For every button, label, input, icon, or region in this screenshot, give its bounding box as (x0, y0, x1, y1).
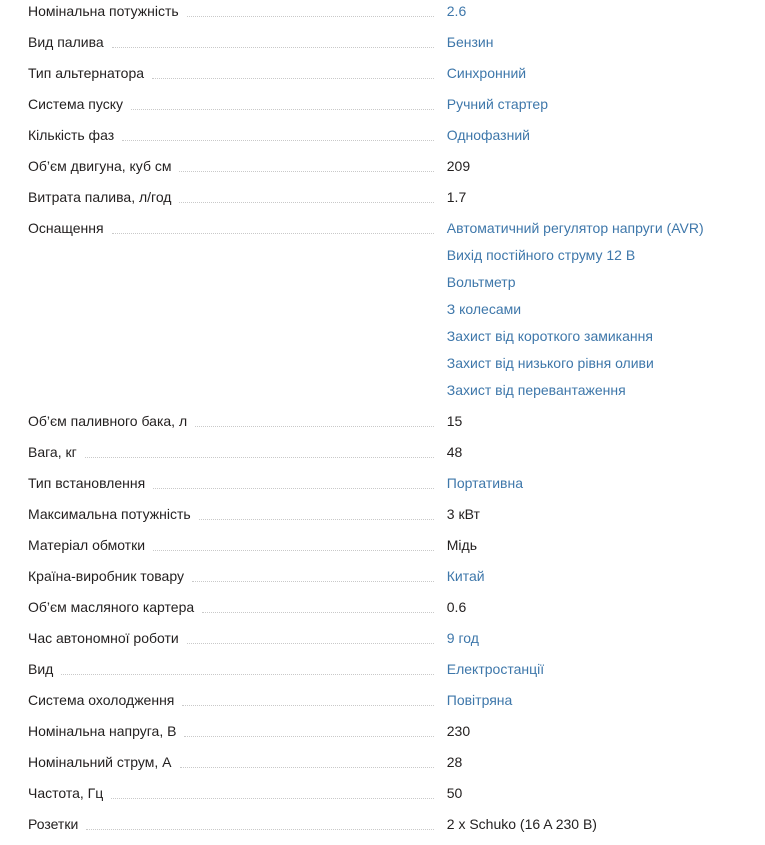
dotted-leader (199, 518, 434, 520)
spec-row (0, 218, 765, 411)
dotted-leader (86, 828, 433, 830)
spec-row (0, 721, 765, 752)
spec-label: Номінальна напруга, В (28, 721, 184, 741)
spec-label: Максимальна потужність (28, 504, 199, 524)
spec-label: Номінальний струм, А (28, 752, 180, 772)
spec-value-cell (447, 690, 765, 710)
spec-value: 28 (446, 754, 463, 770)
spec-value-cell (447, 597, 765, 617)
spec-row (0, 63, 765, 94)
spec-value-link[interactable]: 9 год (446, 630, 479, 646)
spec-row (0, 597, 765, 628)
spec-label: Кількість фаз (28, 125, 122, 145)
spec-row (0, 628, 765, 659)
spec-value-link[interactable]: Захист від низького рівня оливи (446, 355, 654, 371)
spec-value-cell (447, 628, 765, 648)
spec-row (0, 659, 765, 690)
spec-value-cell (447, 504, 765, 524)
spec-label-cell (28, 411, 434, 431)
spec-label: Вид (28, 659, 61, 679)
spec-value: 230 (446, 723, 471, 739)
spec-value-cell (447, 535, 765, 555)
dotted-leader (195, 425, 434, 427)
spec-label: Тип альтернатора (28, 63, 152, 83)
spec-value-link[interactable]: Синхронний (446, 65, 527, 81)
spec-value: 1.7 (446, 189, 467, 205)
spec-value: 48 (446, 444, 463, 460)
spec-value-cell (447, 814, 765, 834)
spec-label-cell (28, 597, 434, 617)
spec-label: Об’єм паливного бака, л (28, 411, 195, 431)
spec-label-cell (28, 442, 434, 462)
spec-value: 209 (446, 158, 471, 174)
spec-label-cell (28, 690, 434, 710)
spec-label: Оснащення (28, 218, 112, 238)
spec-row (0, 125, 765, 156)
spec-label-cell (28, 659, 434, 679)
spec-value-cell (447, 411, 765, 431)
spec-label: Час автономної роботи (28, 628, 187, 648)
spec-label-cell (28, 535, 434, 555)
dotted-leader (179, 201, 433, 203)
spec-label: Частота, Гц (28, 783, 111, 803)
spec-row (0, 187, 765, 218)
spec-row (0, 814, 765, 845)
dotted-leader (153, 487, 434, 489)
spec-row (0, 156, 765, 187)
spec-label-cell (28, 187, 434, 207)
dotted-leader (111, 797, 433, 799)
spec-label: Вага, кг (28, 442, 85, 462)
spec-label-cell (28, 566, 434, 586)
spec-value: 3 кВт (446, 506, 480, 522)
spec-label: Система пуску (28, 94, 131, 114)
spec-label: Об’єм двигуна, куб см (28, 156, 179, 176)
spec-row (0, 504, 765, 535)
spec-value-cell (447, 442, 765, 462)
dotted-leader (192, 580, 434, 582)
spec-value: 15 (446, 413, 463, 429)
spec-value-cell (447, 473, 765, 493)
spec-label-cell (28, 814, 434, 834)
spec-value-link[interactable]: Китай (446, 568, 485, 584)
spec-value-cell (447, 218, 765, 400)
spec-label-cell (28, 504, 434, 524)
spec-value-link[interactable]: Вихід постійного струму 12 В (446, 247, 636, 263)
spec-value-link[interactable]: Автоматичний регулятор напруги (AVR) (446, 220, 704, 236)
dotted-leader (187, 15, 434, 17)
spec-value-cell (447, 32, 765, 52)
spec-label: Об’єм масляного картера (28, 597, 202, 617)
spec-row (0, 566, 765, 597)
spec-value: Мідь (446, 537, 478, 553)
dotted-leader (153, 549, 434, 551)
spec-value-link[interactable]: З колесами (446, 301, 522, 317)
spec-row (0, 783, 765, 814)
spec-row (0, 690, 765, 721)
spec-value-cell (447, 783, 765, 803)
spec-value-cell (447, 752, 765, 772)
spec-label-cell (28, 783, 434, 803)
spec-value-link[interactable]: Ручний стартер (446, 96, 549, 112)
spec-row (0, 442, 765, 473)
spec-label-cell (28, 218, 434, 238)
spec-row (0, 32, 765, 63)
spec-label: Тип встановлення (28, 473, 153, 493)
spec-label-cell (28, 156, 434, 176)
spec-value-link[interactable]: Захист від короткого замикання (446, 328, 653, 344)
spec-value-cell (447, 1, 765, 21)
dotted-leader (61, 673, 433, 675)
dotted-leader (202, 611, 434, 613)
dotted-leader (112, 46, 434, 48)
spec-label-cell (28, 125, 434, 145)
spec-label: Номінальна потужність (28, 1, 187, 21)
spec-value-cell (447, 659, 765, 679)
spec-label-cell (28, 473, 434, 493)
spec-row (0, 752, 765, 783)
dotted-leader (182, 704, 433, 706)
dotted-leader (85, 456, 434, 458)
spec-row (0, 94, 765, 125)
spec-value: 50 (446, 785, 463, 801)
spec-label-cell (28, 628, 434, 648)
spec-row (0, 411, 765, 442)
spec-label-cell (28, 63, 434, 83)
dotted-leader (184, 735, 433, 737)
spec-label-cell (28, 752, 434, 772)
spec-value-cell (447, 566, 765, 586)
dotted-leader (179, 170, 433, 172)
spec-label-cell (28, 32, 434, 52)
spec-row (0, 1, 765, 32)
spec-value-link[interactable]: 2.6 (446, 3, 467, 19)
dotted-leader (152, 77, 434, 79)
dotted-leader (180, 766, 434, 768)
spec-label-cell (28, 94, 434, 114)
spec-value-cell (447, 721, 765, 741)
spec-value-link[interactable]: Вольтметр (446, 274, 516, 290)
spec-label-cell (28, 1, 434, 21)
spec-label: Розетки (28, 814, 86, 834)
spec-row (0, 535, 765, 566)
spec-value: 2 x Schuko (16 A 230 В) (446, 816, 597, 832)
spec-value-cell (447, 94, 765, 114)
spec-value-link[interactable]: Однофазний (446, 127, 530, 143)
spec-value-cell (447, 156, 765, 176)
dotted-leader (187, 642, 434, 644)
dotted-leader (131, 108, 434, 110)
spec-label: Система охолодження (28, 690, 182, 710)
dotted-leader (122, 139, 434, 141)
spec-label: Витрата палива, л/год (28, 187, 179, 207)
spec-value-link[interactable]: Портативна (446, 475, 524, 491)
spec-value-link[interactable]: Захист від перевантаження (446, 382, 626, 398)
spec-value-cell (447, 125, 765, 145)
spec-label: Матеріал обмотки (28, 535, 153, 555)
spec-label-cell (28, 721, 434, 741)
dotted-leader (112, 232, 434, 234)
spec-value-cell (447, 187, 765, 207)
spec-value-link[interactable]: Бензин (446, 34, 494, 50)
spec-label: Вид палива (28, 32, 112, 52)
spec-value: 0.6 (446, 599, 467, 615)
spec-row (0, 473, 765, 504)
spec-value-link[interactable]: Повітряна (446, 692, 513, 708)
spec-value-link[interactable]: Електростанції (446, 661, 545, 677)
spec-value-cell (447, 63, 765, 83)
spec-label: Країна-виробник товару (28, 566, 192, 586)
